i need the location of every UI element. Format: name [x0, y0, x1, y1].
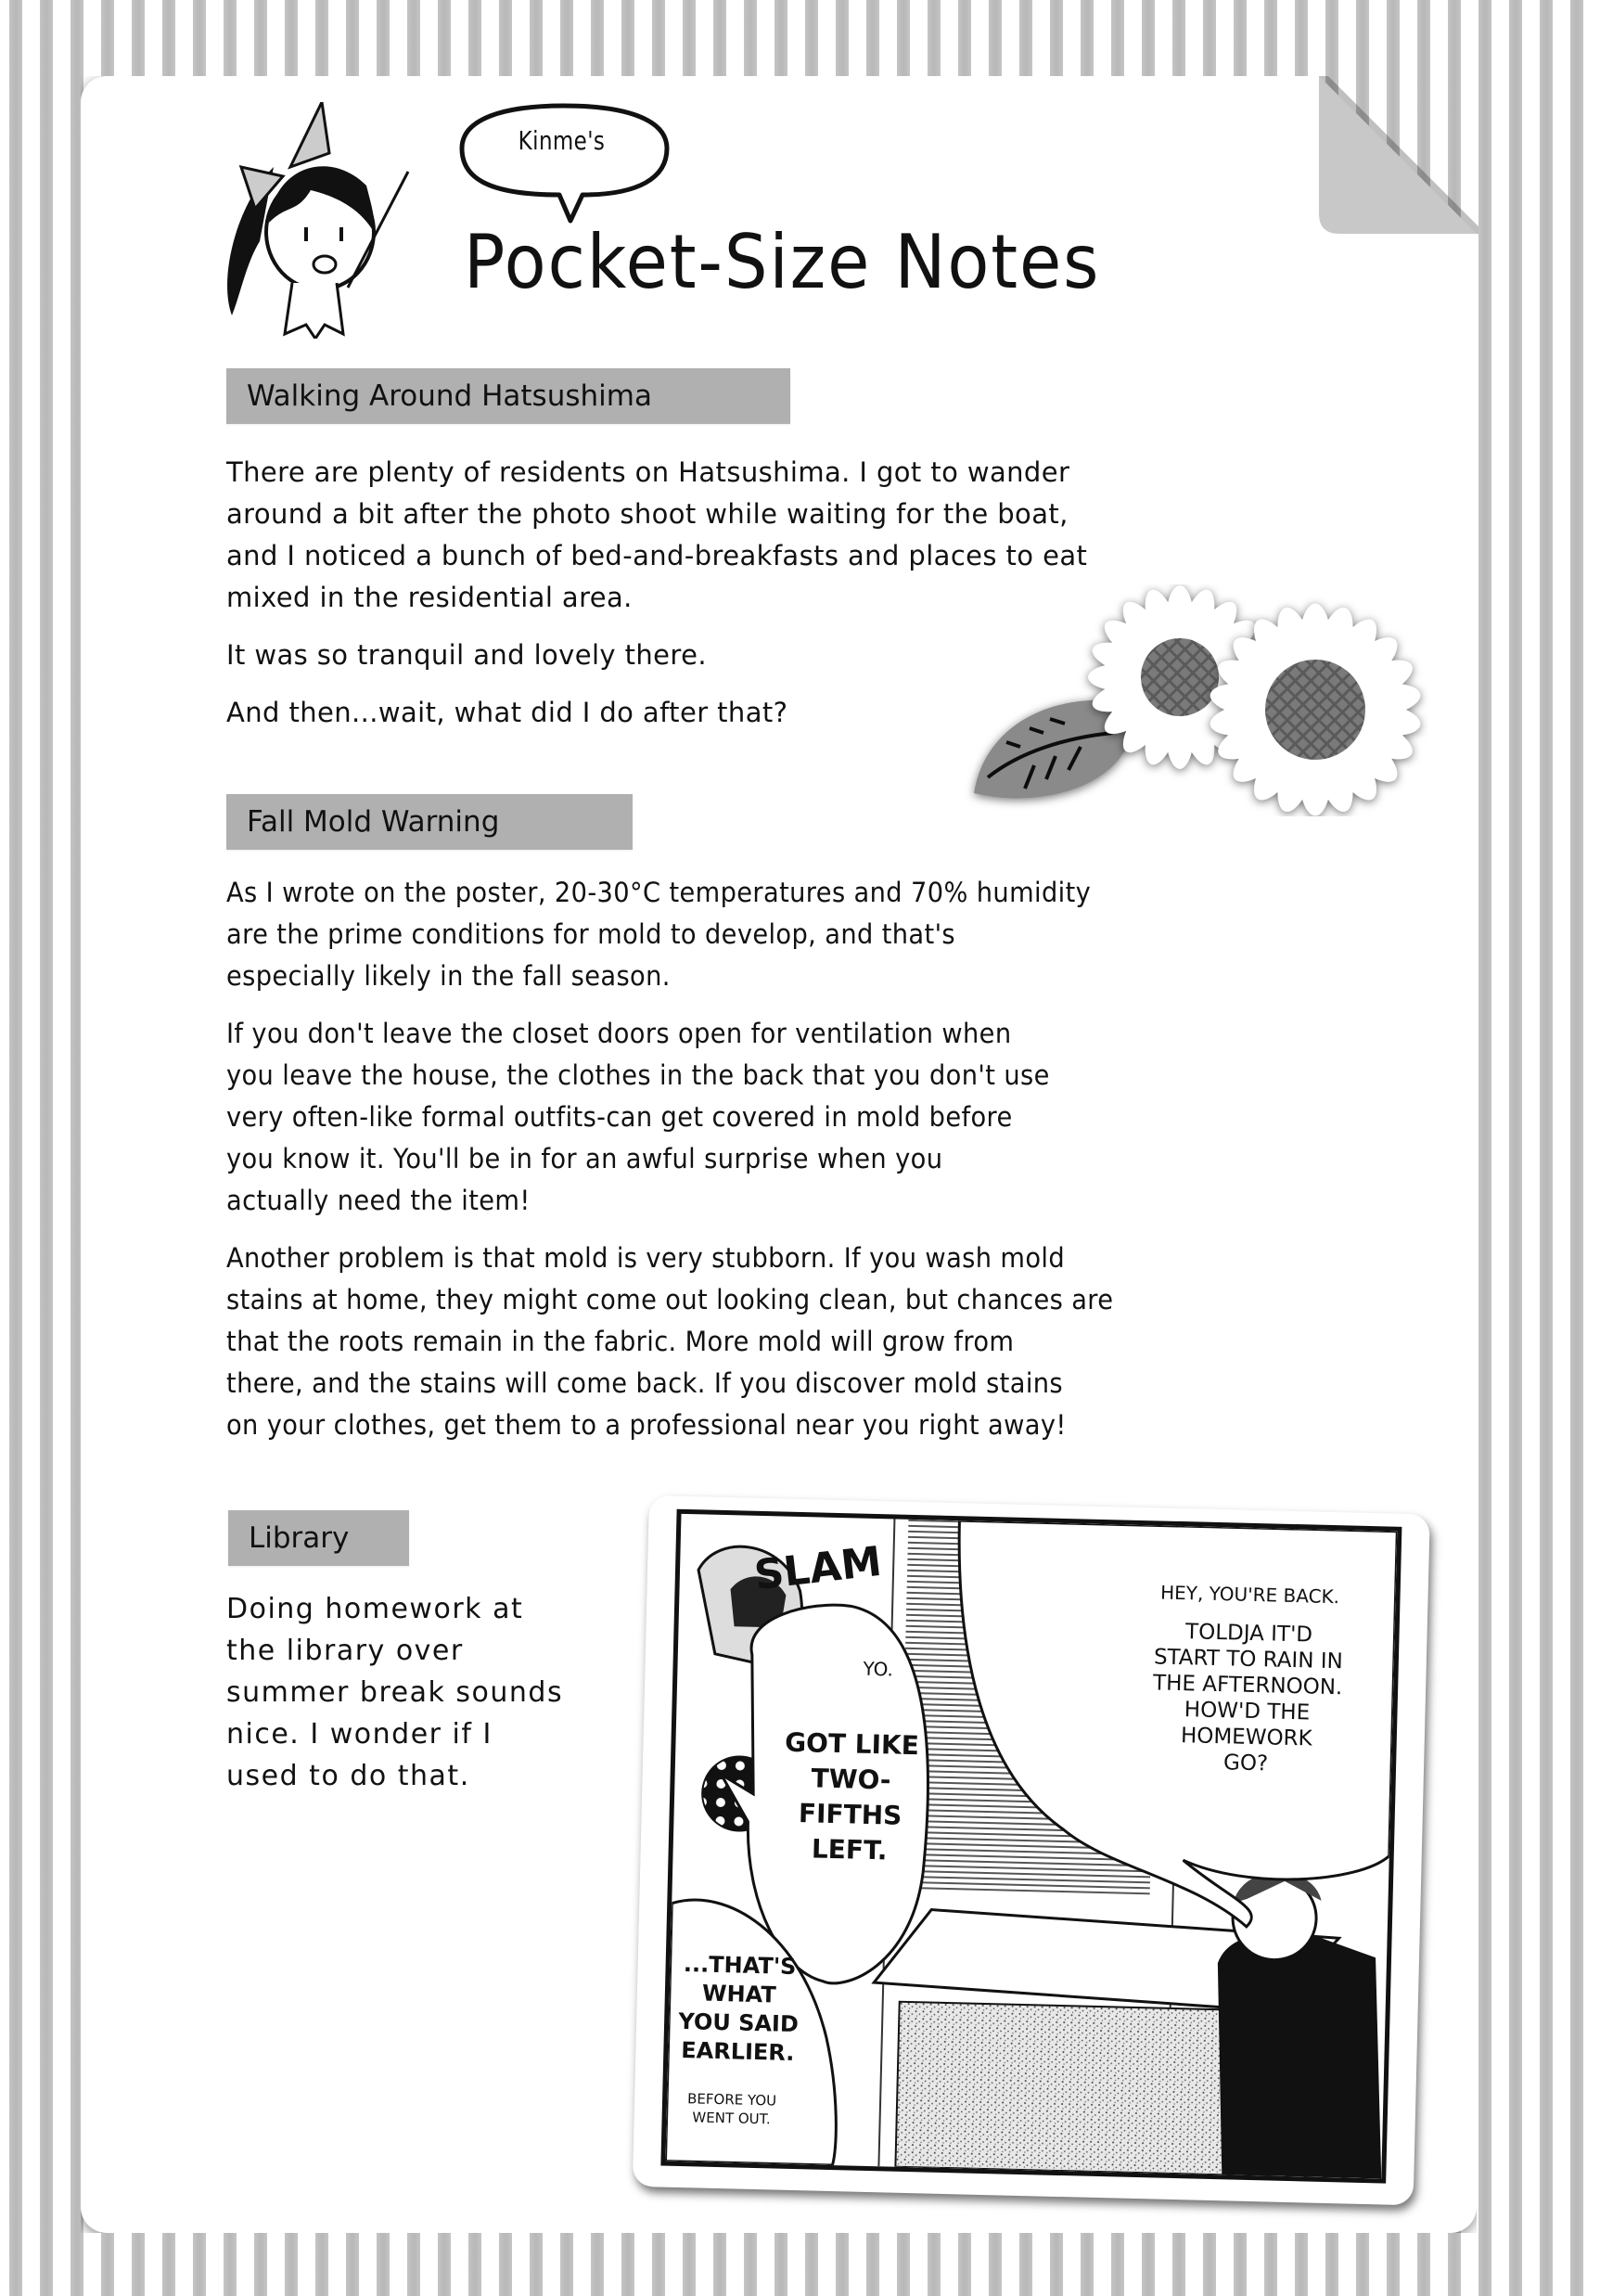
- dialogue-text: ...THAT'S WHAT YOU SAID EARLIER.: [678, 1951, 800, 2066]
- paragraph: [226, 1013, 1170, 1222]
- text-line: mixed in the residential area.: [226, 582, 633, 613]
- man-figure: [1212, 1931, 1387, 2178]
- text-line: There are plenty of residents on Hatsushima. I got to wander: [226, 456, 1070, 488]
- text-line: And then...wait, what did I do after that?: [226, 697, 788, 728]
- manga-panel-card: [633, 1495, 1430, 2205]
- bubble-label: Kinme's: [518, 125, 606, 156]
- paragraph: [226, 1238, 1170, 1446]
- paragraph: [226, 452, 1087, 619]
- section-body-library: [226, 1588, 563, 1813]
- folded-corner: [1319, 76, 1478, 234]
- text-line: around a bit after the photo shoot while waiting for the boat,: [226, 498, 1069, 530]
- text-line: the library over: [226, 1635, 464, 1667]
- text-line: very often-like formal outfits-can get covered in mold before: [226, 1101, 1013, 1133]
- page-title: Pocket-Size Notes: [464, 219, 1101, 305]
- paragraph: [226, 1588, 563, 1797]
- manga-panel: [660, 1509, 1402, 2184]
- dialogue-text: GOT LIKE TWO-FIFTHS LEFT.: [784, 1726, 920, 1866]
- paragraph: [226, 635, 1087, 676]
- sfx-slam: SLAM: [751, 1537, 885, 1600]
- flower-center: [1141, 638, 1219, 716]
- text-line: stains at home, they might come out looking clean, but chances are: [226, 1284, 1114, 1315]
- mascot-icon: [218, 102, 454, 339]
- section-heading-hatsushima: Walking Around Hatsushima: [226, 368, 790, 424]
- text-line: Another problem is that mold is very stubborn. If you wash mold: [226, 1242, 1066, 1274]
- text-line: there, and the stains will come back. If you discover mold stains: [226, 1367, 1064, 1399]
- text-line: especially likely in the fall season.: [226, 960, 671, 992]
- text-line: used to do that.: [226, 1760, 470, 1792]
- paragraph: [226, 692, 1087, 734]
- text-line: you know it. You'll be in for an awful surprise when you: [226, 1143, 943, 1174]
- text-line: As I wrote on the poster, 20-30°C temperatures and 70% humidity: [226, 877, 1092, 908]
- text-line: nice. I wonder if I: [226, 1718, 493, 1751]
- text-line: If you don't leave the closet doors open for ventilation when: [226, 1018, 1012, 1049]
- dialogue-text: TOLDJA IT'D START TO RAIN IN THE AFTERNOON. HOW'D THE HOMEWORK GO?: [1152, 1620, 1344, 1777]
- section-heading-library: Library: [228, 1510, 409, 1566]
- text-line: on your clothes, get them to a professional near you right away!: [226, 1409, 1067, 1441]
- speech-bubble: [457, 102, 672, 227]
- text-line: summer break sounds: [226, 1676, 564, 1709]
- flower-center: [1265, 660, 1365, 760]
- text-line: you leave the house, the clothes in the back that you don't use: [226, 1059, 1050, 1091]
- paragraph: [226, 872, 1170, 997]
- text-line: are the prime conditions for mold to develop, and that's: [226, 918, 956, 950]
- dialogue-text: YO.: [863, 1657, 894, 1681]
- sunflowers-illustration: [965, 584, 1428, 816]
- text-line: and I noticed a bunch of bed-and-breakfasts and places to eat: [226, 540, 1088, 571]
- dialogue-text: HEY, YOU'RE BACK.: [1159, 1581, 1340, 1609]
- section-body-hatsushima: [226, 452, 1087, 750]
- section-body-mold: [226, 872, 1170, 1462]
- text-line: that the roots remain in the fabric. More mold will grow from: [226, 1326, 1015, 1357]
- text-line: Doing homework at: [226, 1593, 524, 1625]
- dialogue-text: BEFORE YOU WENT OUT.: [686, 2090, 777, 2128]
- section-heading-mold: Fall Mold Warning: [226, 794, 633, 850]
- text-line: It was so tranquil and lovely there.: [226, 639, 707, 671]
- text-line: actually need the item!: [226, 1185, 531, 1216]
